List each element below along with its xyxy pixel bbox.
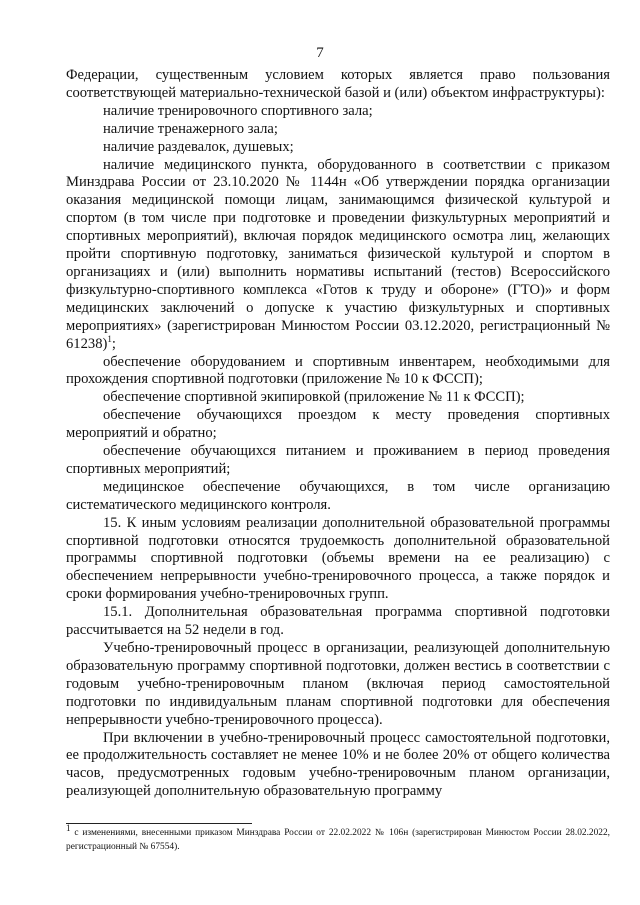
paragraph-training-process: Учебно-тренировочный процесс в организации, реализующей дополнительную образовательную программу спортивной подготовки, должен вестись в соответствии с годовым учебно-тренировочным планом (включая период самостоятельной подготовки по индивидуальным планам спортивной подготовки для обеспечения непрерывности учебно-тренировочного процесса). <box>66 640 610 728</box>
paragraph-medical-point <box>66 157 610 354</box>
footnote-divider <box>66 823 252 824</box>
paragraph-gym: наличие тренажерного зала; <box>103 120 278 137</box>
footnote-reference-suffix: ; <box>111 335 116 352</box>
body-text <box>66 67 610 801</box>
paragraph-section-15: 15. К иным условиям реализации дополнительной образовательной программы спортивной подготовки относятся трудоемкость дополнительной образовательной программы спортивной подготовки (объемы времени на ее реализацию) с обеспечением непрерывности учебно-тренировочного процесса, а также порядок и сроки формирования учебно-тренировочных групп. <box>66 514 610 603</box>
paragraph-travel: обеспечение обучающихся проездом к месту проведения спортивных мероприятий и обратно; <box>66 407 610 442</box>
paragraph-medical-support: медицинское обеспечение обучающихся, в том числе организацию систематического медицинского контроля. <box>66 478 610 513</box>
footnote-reference: 1 <box>107 333 112 344</box>
paragraph-equipment: обеспечение оборудованием и спортивным инвентарем, необходимыми для прохождения спортивной подготовки (приложение № 10 к ФССП); <box>66 353 610 388</box>
footnote <box>66 822 611 854</box>
paragraph-section-15-1: 15.1. Дополнительная образовательная программа спортивной подготовки рассчитывается на 52 недели в год. <box>66 604 610 639</box>
paragraph-locker-rooms: наличие раздевалок, душевых; <box>103 138 294 155</box>
footnote-mark: 1 <box>66 822 71 833</box>
page-number: 7 <box>316 45 324 61</box>
paragraph-continuation: Федерации, существенным условием которых является право пользования соответствующей материально-технической базой и (или) объектом инфраструктуры): <box>66 67 610 101</box>
paragraph-training-hall: наличие тренировочного спортивного зала; <box>103 102 373 119</box>
paragraph-food-lodging: обеспечение обучающихся питанием и проживанием в период проведения спортивных мероприятий; <box>66 443 610 477</box>
medical-point-text: наличие медицинского пункта, оборудованного в соответствии с приказом Минздрава России от 23.10.2020 № 1144н «Об утверждении порядка организации оказания медицинской помощи лицам, занимающимся физической культурой и спортом (в том числе при подготовке и проведении физкультурных мероприятий и спортивных мероприятий), включая порядок медицинского осмотра лиц, желающих пройти спортивную подготовку, заниматься физической культурой и спортом в организациях и (или) выполнить нормативы испытаний (тестов) Всероссийского физкультурно-спортивного комплекса «Готов к труду и обороне» (ГТО)» и форм медицинских заключений о допуске к участию физкультурных и спортивных мероприятиях» (зарегистрирован Минюстом России 03.12.2020, регистрационный № 61238) <box>66 156 610 352</box>
footnote-text: с изменениями, внесенными приказом Минздрава России от 22.02.2022 № 106н (зарегистрирован Минюстом России 28.02.2022, регистрационный № 67554). <box>66 828 611 852</box>
paragraph-outfit: обеспечение спортивной экипировкой (приложение № 11 к ФССП); <box>103 389 525 406</box>
paragraph-self-training: При включении в учебно-тренировочный процесс самостоятельной подготовки, ее продолжительность составляет не менее 10% и не более 20% от общего количества часов, предусмотренных годовым учебно-тренировочным планом организации, реализующей дополнительную образовательную программу <box>66 729 610 800</box>
